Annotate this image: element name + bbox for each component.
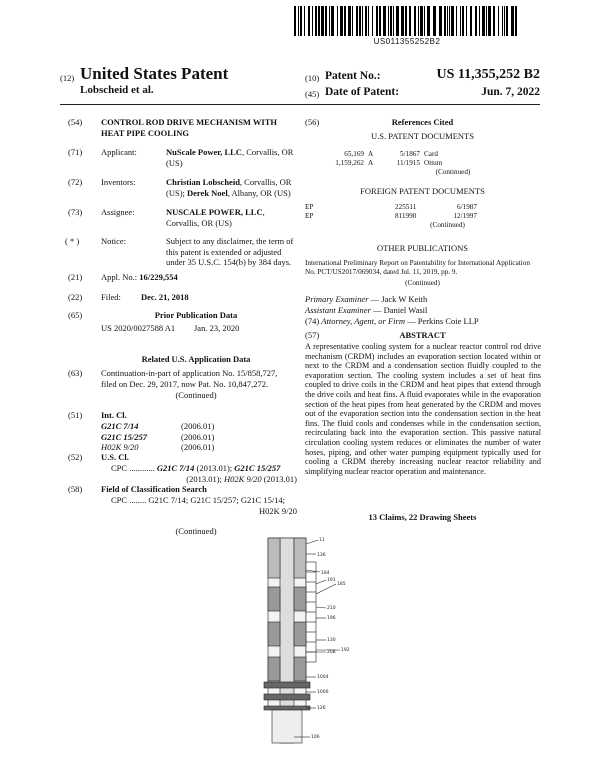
barcode-bar [312,6,313,36]
us-docs-continued: (Continued) [435,168,471,176]
primary-examiner-value: — Jack W Keith [368,294,428,304]
barcode-bar [340,6,343,36]
barcode-bar [348,6,351,36]
us-doc-row [318,150,528,159]
assistant-examiner [305,305,427,316]
barcode-bar [475,6,477,36]
applicant-rest: , Corvallis, OR (US) [166,147,294,168]
attorney-label: Attorney, Agent, or Firm [321,316,405,326]
barcode-bar [356,6,358,36]
primary-examiner [305,294,427,305]
applicant-label: Applicant: [101,147,137,157]
refs-code: (56) [305,117,320,127]
us-doc-name: Ottum [424,159,443,167]
assignee-name: NUSCALE POWER, LLC [166,207,263,217]
inventor2-rest: , Albany, OR (US) [227,187,291,198]
appl-value: 16/229,554 [139,272,178,282]
appl-label: Appl. No.: [101,272,138,282]
applicant-value [166,147,294,168]
filed-code: (22) [68,292,83,302]
barcode-bar [344,6,346,36]
assignee-value [166,207,296,228]
foreign-docs-heading: FOREIGN PATENT DOCUMENTS [360,186,485,196]
uscl-cpc [101,463,297,484]
barcode-bar [352,6,353,36]
barcode-bar [427,6,430,36]
patent-no-code: (10) [305,73,320,83]
barcode-bar [506,6,508,36]
intcl-version: (2006.01) [181,442,215,452]
assignee-rest: , Corvallis, OR (US) [166,207,265,228]
ref-label: 1000 [317,690,329,695]
us-doc-row [318,159,528,168]
barcode-bar [372,6,373,36]
us-docs-table [318,150,528,177]
refs-heading: References Cited [391,117,454,127]
attorney-value: — Perkins Coie LLP [404,316,479,326]
field-cpc-dots: ........ [129,495,147,505]
barcode-bar [393,6,394,36]
foreign-doc-row [305,212,540,221]
prior-code: (65) [68,310,83,320]
intcl-row [101,421,291,432]
barcode-bar [304,6,305,36]
barcode-bar [447,6,448,36]
us-doc-name: Card [424,150,438,158]
ref-label: 184 [321,571,330,576]
ref-label: 11 [319,538,325,543]
assignee-code: (73) [68,207,83,217]
barcode [294,6,520,36]
invention-title: CONTROL ROD DRIVE MECHANISM WITH HEAT PIPE COOLING [101,117,278,138]
cpc-class-3-pre: (2013.01); [186,473,225,484]
crdm-drawing [240,532,390,767]
barcode-bar [405,6,407,36]
ref-label: 196 [327,616,336,621]
abstract-text: A representative cooling system for a nuclear reactor control rod drive mechanism (CRDM) includes an evaporation section located within or next to the CRDM and a condensation section fluidly coupled to the evaporation section. The cooling system includes a set of heat fins coupled to drive coils in the CRDM and heat pipes that extend through the drive coils and heat fins. A fluid evaporates while in the evaporation section of the heat pipes from heat generated by the CRDM and moves out of the evaporation section into the condensation section in the heat fins. The fluid cools and condenses while in the condensation section, recirculating back into the evaporation section. This passive natural circulation cooling system reduces or eliminates the number of water hoses, piping, and other water pumping equipment typically used for cooling a CRDM thereby increasing nuclear reactor reliability and simplifying nuclear reactor operation and maintenance. [305,342,541,476]
foreign-docs-table [305,203,540,230]
foreign-doc-date: 6/1987 [457,203,477,211]
notice-text: Subject to any disclaimer, the term of this patent is extended or adjusted under 35 U.S.C. 154(b) by 384 days. [166,236,294,267]
barcode-bar [466,6,467,36]
title-code: (54) [68,117,83,127]
barcode-bar [294,6,296,36]
ref-label: 1004 [317,675,329,680]
intcl-class: G21C 15/257 [101,431,148,442]
attorney-code: (74) [305,316,320,326]
barcode-bar [308,6,310,36]
foreign-doc-date: 12/1997 [453,212,477,220]
drive-coil [294,587,306,611]
barcode-bar [470,6,472,36]
barcode-bar [439,6,442,36]
ref-label: 185 [337,582,346,587]
foreign-docs-continued: (Continued) [430,221,465,229]
cpc-label: CPC [111,463,128,473]
ref-label: 191 [327,578,336,583]
cpc-class-1: G21C 7/14 [156,463,195,473]
leader-line [316,607,326,608]
drive-coil [268,587,280,611]
inventor1-rest: , Corvallis, OR (US); [166,177,292,198]
intcl-row [101,432,291,443]
barcode-bar [414,6,416,36]
foreign-doc-number: 225511 [395,203,417,211]
ref-label: 106 [311,735,320,740]
appl-line [101,272,178,283]
inventors-code: (72) [68,177,83,187]
drive-coil [268,657,280,681]
foreign-doc-number: 811990 [395,212,417,220]
barcode-bar [365,6,367,36]
cpc-class-3-ver: (2013.01) [261,473,297,484]
barcode-bar [433,6,436,36]
field-label: Field of Classification Search [101,484,207,494]
barcode-bar [486,6,487,36]
cpc-class-1-ver: (2013.01); [194,463,235,473]
cpc-class-2: G21C 15/257 [234,463,281,473]
inventor2-name: Derek Noel [187,187,228,198]
inventors-value [166,177,296,198]
intcl-class: H02K 9/20 [101,442,139,452]
barcode-bar [462,6,464,36]
top-block [294,538,306,578]
related-continued: (Continued) [175,390,217,400]
barcode-bar [379,6,381,36]
leader-line [316,584,336,594]
us-doc-kind: A [368,150,374,158]
intcl-class: G21C 7/14 [101,421,139,431]
applicant-name: NuScale Power, LLC [166,147,242,157]
barcode-bar [325,6,327,36]
barcode-bar [482,6,485,36]
assignee-label: Assignee: [101,207,135,217]
barcode-bar [331,6,334,36]
barcode-bar [315,6,317,36]
barcode-bar [298,6,299,36]
barcode-bar [383,6,386,36]
prior-heading: Prior Publication Data [154,310,238,320]
patent-no-value: US 11,355,252 B2 [436,67,540,82]
barcode-bar [362,6,363,36]
claims-line: 13 Claims, 22 Drawing Sheets [368,512,477,522]
barcode-bar [424,6,425,36]
barcode-bar [337,6,338,36]
barcode-bar [498,6,499,36]
other-pubs-continued: (Continued) [405,279,440,287]
attorney [305,316,479,327]
barcode-bar [420,6,423,36]
cpc-class-3: H02K 9/20 [224,473,262,484]
kind-code: (12) [60,73,75,83]
barcode-bar [318,6,320,36]
uscl-label: U.S. Cl. [101,452,129,462]
barcode-bar [504,6,505,36]
barcode-bar [359,6,361,36]
barcode-bar [451,6,454,36]
field-continued: (Continued) [175,526,217,536]
intcl-version: (2006.01) [181,431,215,442]
filed-value: Dec. 21, 2018 [141,292,189,302]
related-text: Continuation-in-part of application No. 15/858,727, filed on Dec. 29, 2017, now Pat. No. 10,847,272. [101,368,278,389]
header-divider [60,104,540,105]
ref-label: 210 [327,606,336,611]
us-doc-number: 1,159,262 [335,159,364,167]
ref-label: 126 [317,706,326,711]
assistant-examiner-value: — Daniel Wasil [370,305,428,315]
date-code: (45) [305,89,320,99]
lower-housing [272,710,302,743]
intcl-label: Int. Cl. [101,410,127,420]
foreign-doc-office: EP [305,203,314,211]
barcode-number: US011355252B2 [373,37,441,46]
barcode-bar [502,6,503,36]
appl-code: (21) [68,272,83,282]
field-cpc-text: G21C 7/14; G21C 15/257; G21C 15/14; [148,495,286,505]
intcl-version: (2006.01) [181,421,215,431]
drive-coil [268,622,280,646]
other-pubs-text: International Preliminary Report on Patentability for International Application No. PCT/US2017/069034, dated Jul. 11, 2019, pp. 9. [305,259,530,276]
us-docs-heading: U.S. PATENT DOCUMENTS [371,131,474,141]
us-doc-date: 11/1915 [396,159,420,167]
barcode-bar [479,6,480,36]
us-doc-kind: A [368,159,374,167]
barcode-bar [488,6,491,36]
ref-label: 192 [341,648,350,653]
barcode-bar [493,6,495,36]
barcode-bar [396,6,399,36]
other-pubs-heading: OTHER PUBLICATIONS [377,243,468,253]
flange [264,694,310,700]
barcode-bar [515,6,517,36]
representative-drawing [240,532,390,767]
barcode-bar [368,6,369,36]
uscl-code: (52) [68,452,83,462]
foreign-doc-office: EP [305,212,314,220]
leader-line [306,540,318,544]
drive-coil [294,657,306,681]
barcode-bar [409,6,411,36]
barcode-bar [418,6,419,36]
related-heading: Related U.S. Application Data [141,354,251,364]
barcode-bar [444,6,446,36]
applicant-code: (71) [68,147,83,157]
barcode-bar [376,6,378,36]
ref-label: 208 [327,650,336,655]
field-code: (58) [68,484,83,494]
ref-label: 130 [327,638,336,643]
date-value: Jun. 7, 2022 [481,86,540,98]
inventors-label: Inventors: [101,177,136,187]
barcode-bar [388,6,389,36]
barcode-bar [456,6,457,36]
flange [264,682,310,688]
date-label: Date of Patent: [325,86,400,98]
top-block [268,538,280,578]
inventor1-name: Christian Lobscheid [166,177,240,187]
patent-type-title: United States Patent [80,64,229,83]
intcl-code: (51) [68,410,83,420]
field-cpc-label: CPC [111,495,128,505]
cpc-dots: ............ [129,463,155,473]
barcode-bar [449,6,450,36]
filed-label: Filed: [101,292,121,302]
field-cpc [101,495,297,516]
primary-examiner-label: Primary Examiner [305,294,369,304]
barcode-bar [329,6,330,36]
notice-label: Notice: [101,236,127,246]
barcode-bar [511,6,514,36]
intcl-row [101,442,291,453]
patent-no-label: Patent No.: [325,70,381,82]
flange [264,706,310,710]
barcode-bar [321,6,324,36]
foreign-doc-row [305,203,540,212]
barcode-bar [401,6,404,36]
intcl-list [101,421,291,453]
us-doc-number: 65,169 [344,150,364,158]
notice-code: ( * ) [65,236,80,246]
barcode-bar [460,6,461,36]
assistant-examiner-label: Assistant Examiner [305,305,371,315]
drive-coil [294,622,306,646]
inventors-short: Lobscheid et al. [80,84,154,96]
leader-line [316,580,326,584]
us-doc-date: 5/1867 [400,150,420,158]
related-code: (63) [68,368,83,378]
prior-pub: US 2020/0027588 A1 [101,323,176,333]
barcode-bar [390,6,392,36]
field-cpc-text2: H02K 9/20 [258,505,297,516]
barcode-bar [300,6,302,36]
prior-date: Jan. 23, 2020 [194,323,240,333]
ref-label: 136 [317,553,326,558]
barcode-graphic [294,6,520,36]
abstract-heading: ABSTRACT [399,330,446,340]
abstract-code: (57) [305,330,320,340]
